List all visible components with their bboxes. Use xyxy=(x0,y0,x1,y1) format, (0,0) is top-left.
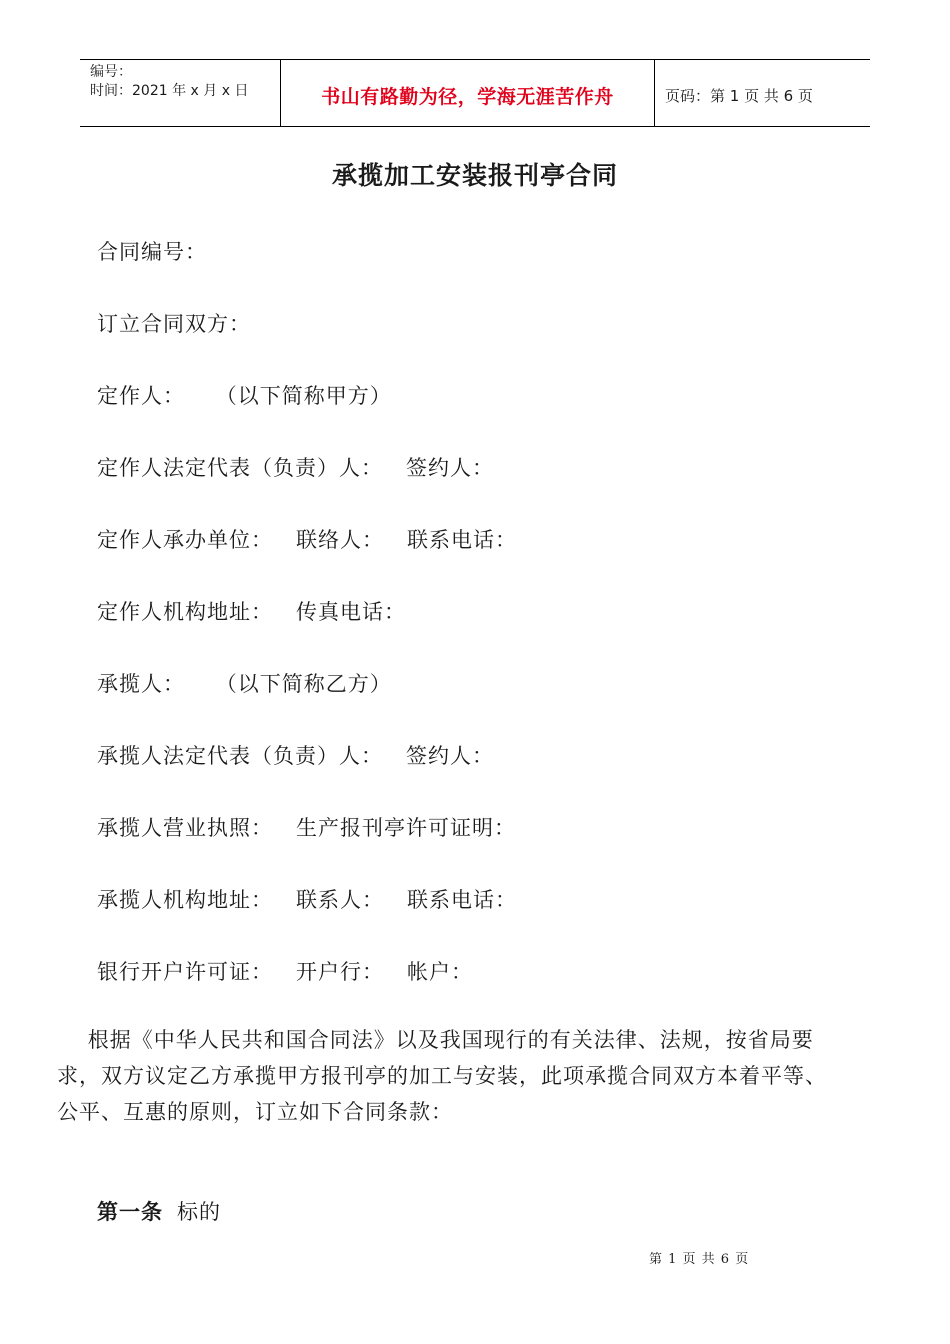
article-heading: 第一条 xyxy=(97,1199,163,1224)
page-footer: 第 1 页 共 6 页 xyxy=(649,1252,750,1267)
header-motto-cell xyxy=(281,60,655,126)
field-contractor-address: 承揽人机构地址： 联系人： 联系电话： xyxy=(97,888,518,912)
header-page-info-cell xyxy=(655,60,870,126)
field-parties: 订立合同双方： xyxy=(97,312,251,336)
field-orderer-unit: 定作人承办单位： 联络人： 联系电话： xyxy=(97,528,518,552)
field-contract-number: 合同编号： xyxy=(97,240,207,264)
field-contractor-representative: 承揽人法定代表（负责）人： 签约人： xyxy=(97,744,495,768)
document-title: 承揽加工安装报刊亭合同 xyxy=(331,161,618,190)
field-orderer-representative: 定作人法定代表（负责）人： 签约人： xyxy=(97,456,495,480)
header-page-info: 页码：第 1 页 共 6 页 xyxy=(665,86,813,105)
field-orderer-address: 定作人机构地址： 传真电话： xyxy=(97,600,407,624)
field-contractor-license: 承揽人营业执照： 生产报刊亭许可证明： xyxy=(97,816,517,840)
field-bank-account: 银行开户许可证： 开户行： 帐户： xyxy=(97,960,474,984)
intro-line: 根据《中华人民共和国合同法》以及我国现行的有关法律、法规，按省局要 xyxy=(57,1028,814,1052)
header-meta xyxy=(80,60,281,126)
field-orderer: 定作人： （以下简称甲方） xyxy=(97,384,392,408)
intro-paragraph xyxy=(57,1022,887,1130)
intro-line: 公平、互惠的原则，订立如下合同条款： xyxy=(57,1100,453,1124)
article-text: 标的 xyxy=(177,1200,221,1224)
article-one xyxy=(97,1196,221,1226)
page-header xyxy=(80,59,870,127)
field-contractor: 承揽人： （以下简称乙方） xyxy=(97,672,392,696)
header-motto: 书山有路勤为径，学海无涯苦作舟 xyxy=(321,85,614,108)
document-time-label: 时间：2021 年 x 月 x 日 xyxy=(90,83,249,99)
document-number-label: 编号： xyxy=(90,64,132,80)
intro-line: 求，双方议定乙方承揽甲方报刊亭的加工与安装，此项承揽合同双方本着平等、 xyxy=(57,1064,827,1088)
